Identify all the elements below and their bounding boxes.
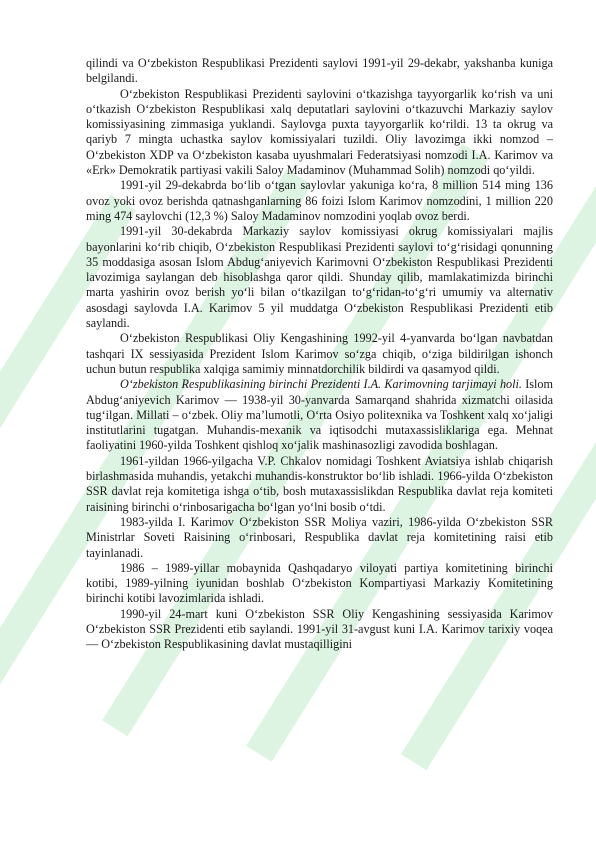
paragraph-3: 1991-yil 29-dekabrda bo‘lib o‘tgan saylovlar yakuniga ko‘ra, 8 million 514 ming 136 ovoz yoki ovoz berishda qatnashganlarning 86 foizi Islom Karimov nomzodini, 1 million 220 ming 474 saylovchi (12,3 %) Saloy Madaminov nomzodini yoqlab ovoz berdi. bbox=[86, 178, 553, 223]
paragraph-1: qilindi va O‘zbekiston Respublikasi Prezidenti saylovi 1991-yil 29-dekabr, yakshanba kuniga belgilandi. bbox=[86, 56, 553, 86]
paragraph-7: 1961-yildan 1966-yilgacha V.P. Chkalov nomidagi Toshkent Aviatsiya ishlab chiqarish birlashmasida muhandis, yetakchi muhandis-konstruktor bo‘lib ishladi. 1966-yilda O‘zbekiston SSR davlat reja komitetiga ishga o‘tib, bosh mutaxassislikdan Respublika davlat reja komiteti raisining birinchi o‘rinbosarigacha bo‘lgan yo‘lni bosib o‘tdi. bbox=[86, 453, 553, 514]
biography-heading: O‘zbekiston Respublikasining birinchi Prezidenti I.A. Karimovning tarjimayi holi. bbox=[120, 377, 522, 392]
paragraph-5: O‘zbekiston Respublikasi Oliy Kengashining 1992-yil 4-yanvarda bo‘lgan navbatdan tashqari IX sessiyasida Prezident Islom Karimov so‘zga chiqib, o‘ziga bildirilgan ishonch uchun butun respublika xalqiga samimiy minnatdorchilik bildirdi va qasamyod qildi. bbox=[86, 331, 553, 376]
paragraph-6-body: Islom Abdug‘aniyevich Karimov — 1938-yil 30-yanvarda Samarqand shahrida xizmatchi oilasida tug‘ilgan. Millati – o‘zbek. Oliy ma’lumotli, O‘rta Osiyo politexnika va Toshkent xalq xo‘jaligi institutlarini tugatgan. Muhandis-mexanik va iqtisodchi mutaxassisliklariga ega. Mehnat faoliyatini 1960-yilda Toshkent qishloq xo‘jalik mashinasozligi zavodida boshlagan. bbox=[86, 377, 554, 453]
paragraph-6 bbox=[86, 377, 553, 453]
document-body bbox=[86, 56, 553, 653]
paragraph-2: O‘zbekiston Respublikasi Prezidenti saylovini o‘tkazishga tayyorgarlik ko‘rish va uni o‘tkazish O‘zbekiston Respublikasi xalq deputatlari saylovini o‘tkazuvchi Markaziy saylov komissiyasining zimmasiga yuklandi. Saylovga puxta tayyorgarlik ko‘rildi. 13 ta okrug va qariyb 7 mingta uchastka saylov komissiyalari tuzildi. Oliy lavozimga ikki nomzod – O‘zbekiston XDP va O‘zbekiston kasaba uyushmalari Federatsiyasi nomzodi I.A. Karimov va «Erk» Demokratik partiyasi vakili Saloy Madaminov (Muhammad Solih) nomzodi qo‘yildi. bbox=[86, 86, 553, 178]
paragraph-10: 1990-yil 24-mart kuni O‘zbekiston SSR Oliy Kengashining sessiyasida Karimov O‘zbekiston SSR Prezidenti etib saylandi. 1991-yil 31-avgust kuni I.A. Karimov tarixiy voqea — O‘zbekiston Respublikasining davlat mustaqilligini bbox=[86, 606, 553, 652]
paragraph-8: 1983-yilda I. Karimov O‘zbekiston SSR Moliya vaziri, 1986-yilda O‘zbekiston SSR Ministrlar Soveti Raisining o‘rinbosari, Respublika davlat reja komitetining raisi etib tayinlanadi. bbox=[86, 514, 553, 560]
paragraph-4: 1991-yil 30-dekabrda Markaziy saylov komissiyasi okrug komissiyalari majlis bayonlarini ko‘rib chiqib, O‘zbekiston Respublikasi Prezidenti saylovi to‘g‘risidagi qonunning 35 moddasiga asosan Islom Abdug‘aniyevich Karimovni O‘zbekiston Respublikasi Prezidenti lavozimiga saylangan deb hisoblashga qaror qildi. Shunday qilib, mamlakatimizda birinchi marta yashirin ovoz berish yo‘li bilan o‘tkazilgan to‘g‘ridan-to‘g‘ri umumiy va alternativ asosdagi saylovda I.A. Karimov 5 yil muddatga O‘zbekiston Respublikasi Prezidenti etib saylandi. bbox=[86, 224, 553, 331]
paragraph-9: 1986 – 1989-yillar mobaynida Qashqadaryo viloyati partiya komitetining birinchi kotibi, 1989-yilning iyunidan boshlab O‘zbekiston Kompartiyasi Markaziy Komitetining birinchi kotibi lavozimlarida ishladi. bbox=[86, 560, 553, 606]
